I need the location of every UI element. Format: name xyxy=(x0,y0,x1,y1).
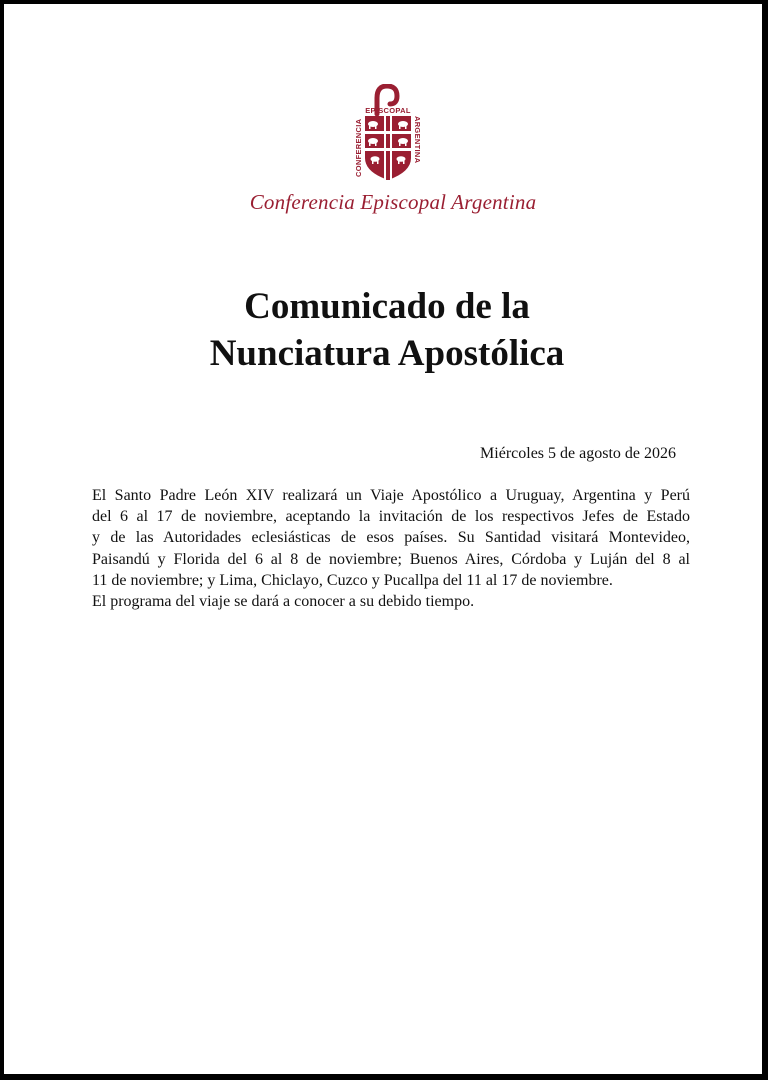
body-line: El programa del viaje se dará a conocer a su debido tiempo. xyxy=(92,593,475,611)
org-name: Conferencia Episcopal Argentina xyxy=(249,190,537,214)
body-line: 11 de noviembre; y Lima, Chiclayo, Cuzco y Pucallpa del 11 al 17 de noviembre. xyxy=(92,571,613,589)
document-body xyxy=(92,485,690,612)
logo-text-left: CONFERENCIA xyxy=(354,118,363,177)
body-line: Paisandú y Florida del 6 al 8 de noviembre; Buenos Aires, Córdoba y Luján del 8 al xyxy=(92,550,690,568)
document-title-line-1: Comunicado de la xyxy=(244,286,530,327)
document-title-line-2: Nunciatura Apostólica xyxy=(209,333,565,374)
body-line: El Santo Padre León XIV realizará un Viaje Apostólico a Uruguay, Argentina y Perú xyxy=(92,487,690,504)
logo-text-right: ARGENTINA xyxy=(413,116,422,164)
document-date: Miércoles 5 de agosto de 2026 xyxy=(480,445,676,462)
logo-text-top: EPISCOPAL xyxy=(365,106,411,115)
body-line: del 6 al 17 de noviembre, aceptando la invitación de los respectivos Jefes de Estado xyxy=(92,508,690,526)
body-line: y de las Autoridades eclesiásticas de esos países. Su Santidad visitará Montevideo, xyxy=(92,529,690,547)
crosier-shield-logo xyxy=(353,84,423,184)
document-page xyxy=(4,4,762,1074)
